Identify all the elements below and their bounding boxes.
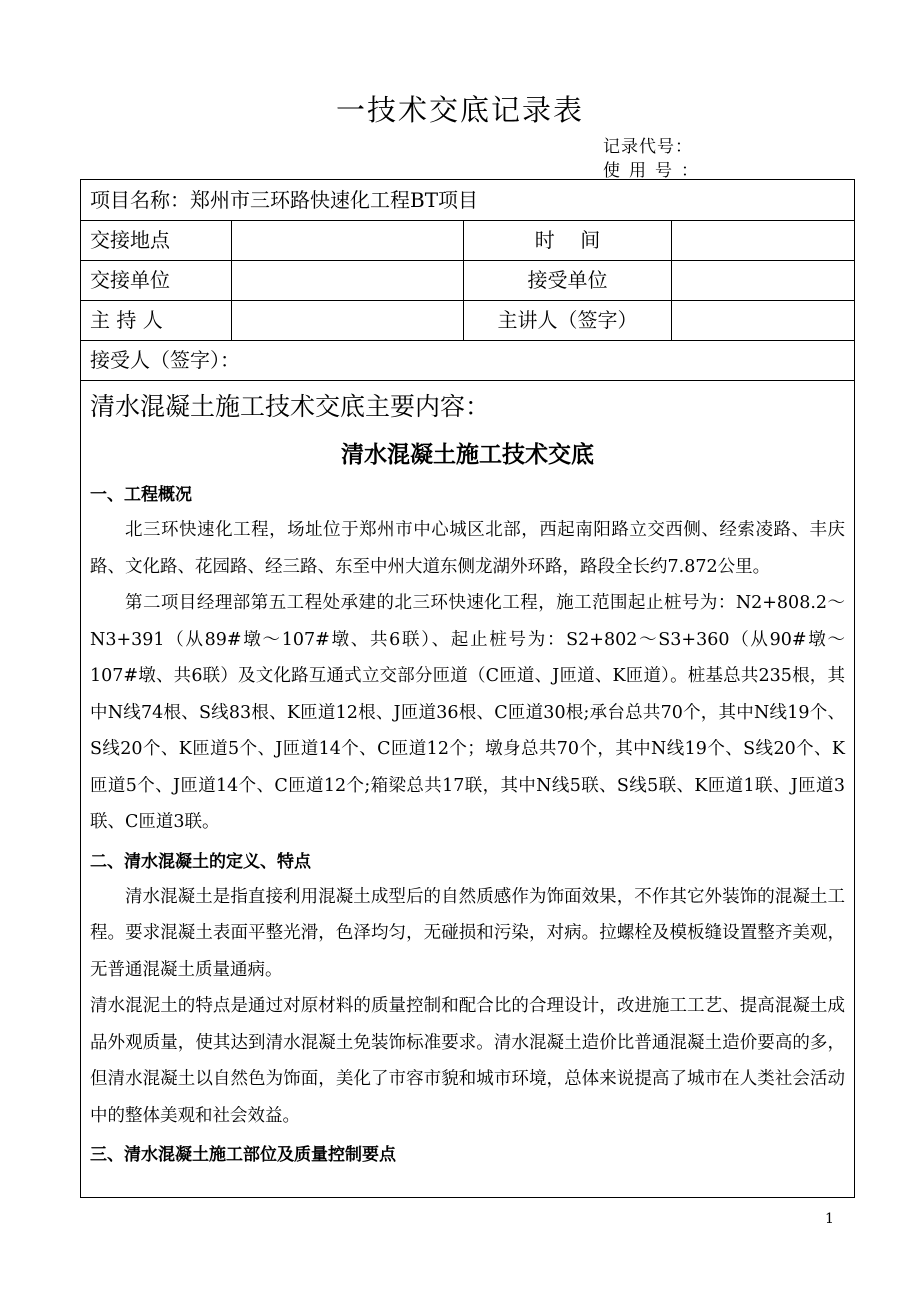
receiving-unit-label: 接受单位 (527, 268, 608, 292)
row-divider (81, 340, 854, 341)
section-title: 二、清水混凝土的定义、特点 (90, 851, 311, 872)
speaker-label: 主讲人（签字） (497, 308, 638, 332)
section-title: 三、清水混凝土施工部位及质量控制要点 (90, 1145, 396, 1165)
record-code-label: 记录代号： (603, 137, 693, 157)
content-heading: 清水混凝土施工技术交底主要内容： (90, 392, 491, 421)
page-title: 一技术交底记录表 (335, 93, 584, 127)
paragraph: 第二项目经理部第五工程处承建的北三环快速化工程，施工范围起止桩号为：N2+808.2～N3+391（从89#墩～107#墩、共6联）、起止桩号为：S2+802～S3+360（从90#墩～107#墩、共6联）及文化路互通式立交部分匝道（C匝道、J匝道、K匝道）。桩基总共235根，其中N线74根、S线83根、K匝道12根、J匝道36根、C匝道30根;承台总共70个，其中N线19个、S线20个、K匝道5个、J匝道14个、C匝道12个；墩身总共70个，其中N线19个、S线20个、K匝道5个、J匝道14个、C匝道12个;箱梁总共17联，其中N线5联、S线5联、K匝道1联、J匝道3联、C匝道3联。 (90, 593, 845, 832)
section-title: 一、工程概况 (90, 485, 192, 505)
paragraph: 清水混泥土的特点是通过对原材料的质量控制和配合比的合理设计，改进施工工艺、提高混凝土成品外观质量，使其达到清水混凝土免装饰标准要求。清水混凝土造价比普通混凝土造价要高的多，但清水混凝土以自然色为饰面，美化了市容市貌和城市环境，总体来说提高了城市在人类社会活动中的整体美观和社会效益。 (90, 996, 845, 1126)
content-area (81, 380, 854, 1172)
handover-unit-label: 交接单位 (90, 268, 170, 292)
project-name: 项目名称：郑州市三环路快速化工程BT项目 (90, 188, 479, 212)
handover-form (80, 179, 855, 1198)
column-divider (671, 220, 672, 340)
host-label: 主 持 人 (90, 308, 163, 332)
row-divider (81, 300, 854, 301)
paragraph: 清水混凝土是指直接利用混凝土成型后的自然质感作为饰面效果，不作其它外装饰的混凝土工程。要求混凝土表面平整光滑，色泽均匀，无碰损和污染，对病。拉螺栓及模板缝设置整齐美观，无普通混凝土质量通病。 (90, 886, 845, 980)
document-title: 清水混凝土施工技术交底 (341, 442, 594, 468)
row-divider (81, 260, 854, 261)
usage-number-label: 使用号： (603, 161, 707, 181)
handover-place-label: 交接地点 (90, 228, 170, 252)
receiver-signature-label: 接受人（签字）： (90, 348, 240, 372)
page-number: 1 (825, 1211, 834, 1227)
paragraph: 北三环快速化工程，场址位于郑州市中心城区北部，西起南阳路立交西侧、经索凌路、丰庆路、文化路、花园路、经三路、东至中州大道东侧龙湖外环路，路段全长约7.872公里。 (90, 520, 845, 577)
time-label: 时 间 (534, 228, 601, 252)
row-divider (81, 220, 854, 221)
column-divider (231, 220, 232, 340)
